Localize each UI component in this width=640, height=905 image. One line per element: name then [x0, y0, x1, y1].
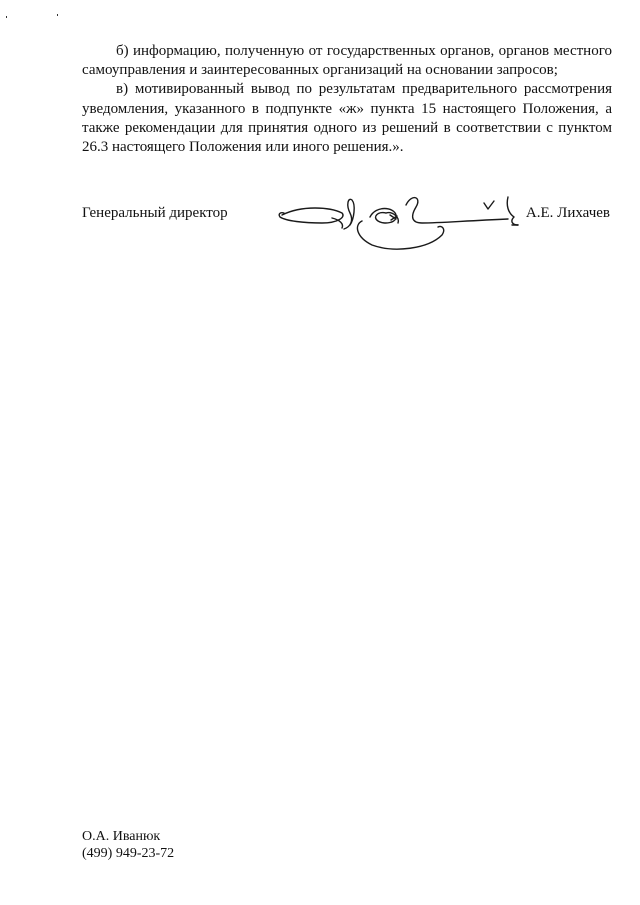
handwritten-signature [272, 195, 530, 265]
signatory-name: А.Е. Лихачев [525, 205, 610, 221]
executor-name: О.А. Иванюк [82, 829, 161, 844]
scan-speck [57, 14, 58, 16]
paragraph-b: б) информацию, полученную от государственных органов, органов местного самоуправления и заинтересованных организаций на основании запросов; [82, 43, 612, 79]
signature-block [0, 195, 640, 265]
executor-info [82, 828, 174, 862]
position-title: Генеральный директор [82, 205, 228, 221]
scan-speck [6, 16, 7, 18]
paragraph-v: в) мотивированный вывод по результатам предварительного рассмотрения уведомления, указанного в подпункте «ж» пункта 15 настоящего Положения, а также рекомендации для принятия одного из решений в соответствии с пунктом 26.3 настоящего Положения или иного решения.». [82, 81, 612, 156]
executor-phone: (499) 949-23-72 [82, 846, 175, 861]
document-body [82, 42, 612, 157]
